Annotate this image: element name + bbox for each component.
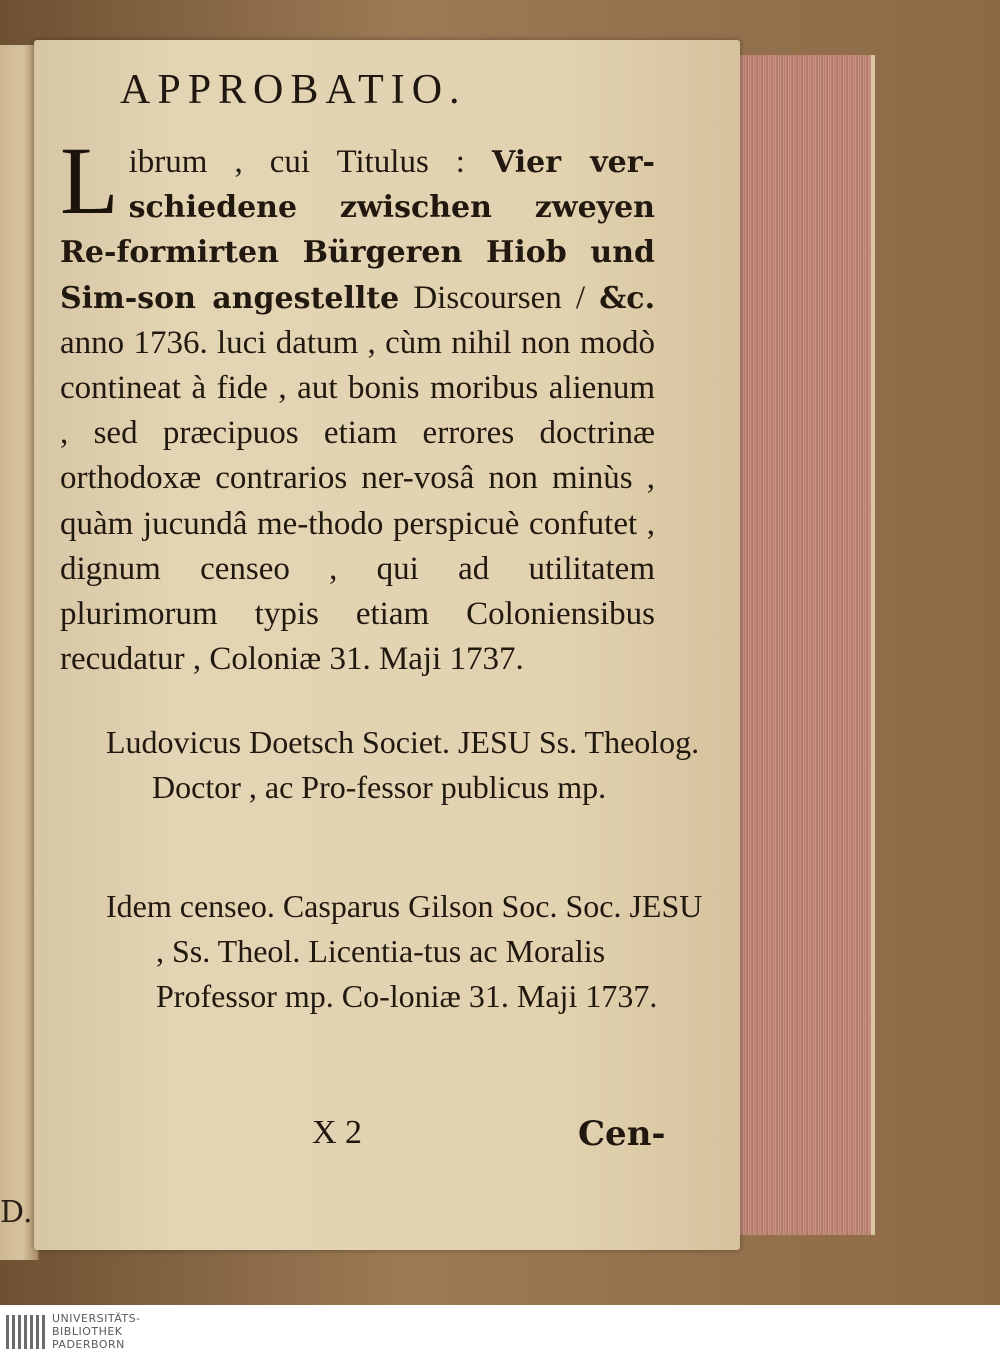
- text-etc: &c.: [599, 280, 656, 316]
- text-intro: ibrum , cui Titulus :: [128, 144, 492, 180]
- library-logo-text: [52, 1312, 141, 1351]
- footer-bar: [0, 1305, 1000, 1362]
- signature-mark: X 2: [312, 1114, 363, 1151]
- catchword: Cen-: [578, 1114, 666, 1154]
- logo-line-1: UNIVERSITÄTS-: [52, 1312, 141, 1325]
- signature-gilson: Idem censeo. Casparus Gilson Soc. Soc. JESU , Ss. Theol. Licentia-tus ac Moralis Professor mp. Co-loniæ 31. Maji 1737.: [106, 888, 703, 1014]
- text-continuation: anno 1736. luci datum , cùm nihil non modò contineat à fide , aut bonis moribus alienum , sed præcipuos etiam errores doctrinæ orthodoxæ contrarios ner-vosâ non minùs , quàm jucundâ me-thodo perspicuè confutet , dignum censeo , qui ad utilitatem plurimorum typis etiam Coloniensibus recudatur , Coloniæ 31. Maji 1737.: [60, 324, 655, 678]
- signature-doetsch: Ludovicus Doetsch Societ. JESU Ss. Theolog. Doctor , ac Pro-fessor publicus mp.: [106, 724, 700, 805]
- logo-line-3: PADERBORN: [52, 1338, 125, 1351]
- approbation-text: [60, 127, 656, 682]
- page-edges-block: [736, 55, 875, 1235]
- left-page-fragment: D.: [0, 1195, 33, 1230]
- page-heading: APPROBATIO.: [120, 67, 467, 113]
- drop-capital: L: [60, 127, 119, 234]
- library-logo-icon: [6, 1311, 46, 1353]
- text-german-title: Vier ver-schiedene zwischen zweyen Re-formirten Bürgeren Hiob und Sim-son angestellte: [60, 145, 655, 316]
- text-discoursen: Discoursen /: [399, 279, 600, 316]
- logo-line-2: BIBLIOTHEK: [52, 1325, 123, 1338]
